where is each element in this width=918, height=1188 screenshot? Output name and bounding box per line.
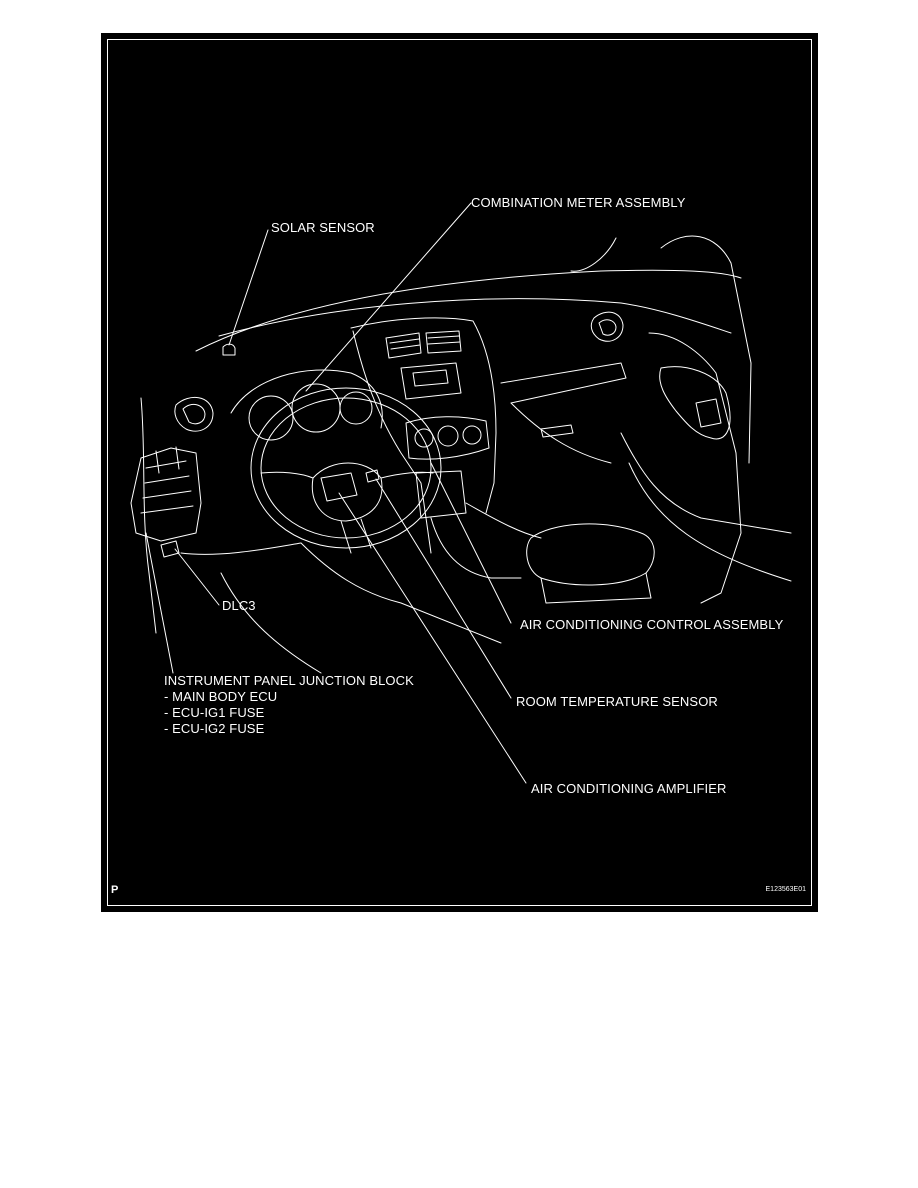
right-vent [591, 312, 623, 341]
a-pillar-right [571, 238, 616, 271]
dash-left-lower [181, 543, 301, 554]
console-line-2 [466, 503, 541, 538]
door-handle [660, 367, 730, 439]
hvac-knob-3 [463, 426, 481, 444]
leader-ac-control [431, 463, 511, 623]
steering-wheel-inner [261, 398, 431, 538]
radio-unit [401, 363, 461, 399]
solar-sensor [223, 344, 235, 355]
console-line [431, 518, 521, 578]
label-ac-amplifier: AIR CONDITIONING AMPLIFIER [531, 781, 727, 796]
left-vent [175, 397, 213, 431]
leader-ac-amplifier [339, 493, 526, 783]
steering-spoke-l [261, 472, 313, 478]
steering-wheel-outer [251, 388, 441, 548]
door-panel [649, 333, 741, 603]
label-solar-sensor: SOLAR SENSOR [271, 220, 375, 235]
left-vent-inner [183, 404, 205, 423]
vent-slats-r [428, 336, 460, 344]
dash-top-line [219, 299, 731, 336]
center-stack-outline [351, 318, 496, 513]
corner-letter: P [111, 884, 119, 896]
junction-block-detail [141, 461, 193, 513]
meter-gauge-c [340, 392, 372, 424]
door-lower-2 [629, 463, 791, 581]
label-junction-item: - ECU-IG1 FUSE [164, 705, 265, 720]
hvac-panel [406, 417, 489, 459]
label-junction-item: - MAIN BODY ECU [164, 689, 278, 704]
kick-panel [221, 573, 321, 673]
right-vent-inner [599, 320, 616, 335]
door-lower [621, 433, 791, 533]
center-stack-left [353, 331, 431, 553]
steering-spoke-r [381, 472, 433, 478]
label-combination-meter: COMBINATION METER ASSEMBLY [471, 195, 686, 210]
label-dlc3: DLC3 [222, 598, 256, 613]
glovebox-handle [541, 425, 573, 437]
vent-slats-l [390, 339, 420, 349]
glovebox [501, 363, 626, 403]
label-ac-control: AIR CONDITIONING CONTROL ASSEMBLY [520, 617, 784, 632]
diagram-figure [101, 33, 818, 912]
shifter-console [416, 471, 466, 518]
glovebox-lower [511, 403, 611, 463]
leader-junction-block [146, 533, 173, 673]
junction-connectors [156, 447, 179, 473]
leader-dlc3 [175, 549, 219, 605]
ac-amplifier-unit [321, 473, 357, 501]
radio-display [413, 370, 448, 386]
armrest-side [541, 573, 651, 603]
label-room-temp: ROOM TEMPERATURE SENSOR [516, 694, 718, 709]
label-junction-item: - ECU-IG2 FUSE [164, 721, 265, 736]
figure-code: E123563E01 [765, 886, 806, 893]
label-junction-block: INSTRUMENT PANEL JUNCTION BLOCK [164, 673, 414, 688]
door-window-switch [696, 399, 721, 427]
meter-gauge-r [292, 384, 340, 432]
leader-solar-sensor [229, 230, 268, 345]
leader-room-temp [376, 479, 511, 698]
armrest [527, 524, 655, 585]
dlc3-connector [161, 541, 179, 557]
dash-lower [301, 543, 501, 643]
dash-left-edge [141, 398, 156, 633]
hvac-knob-2 [438, 426, 458, 446]
